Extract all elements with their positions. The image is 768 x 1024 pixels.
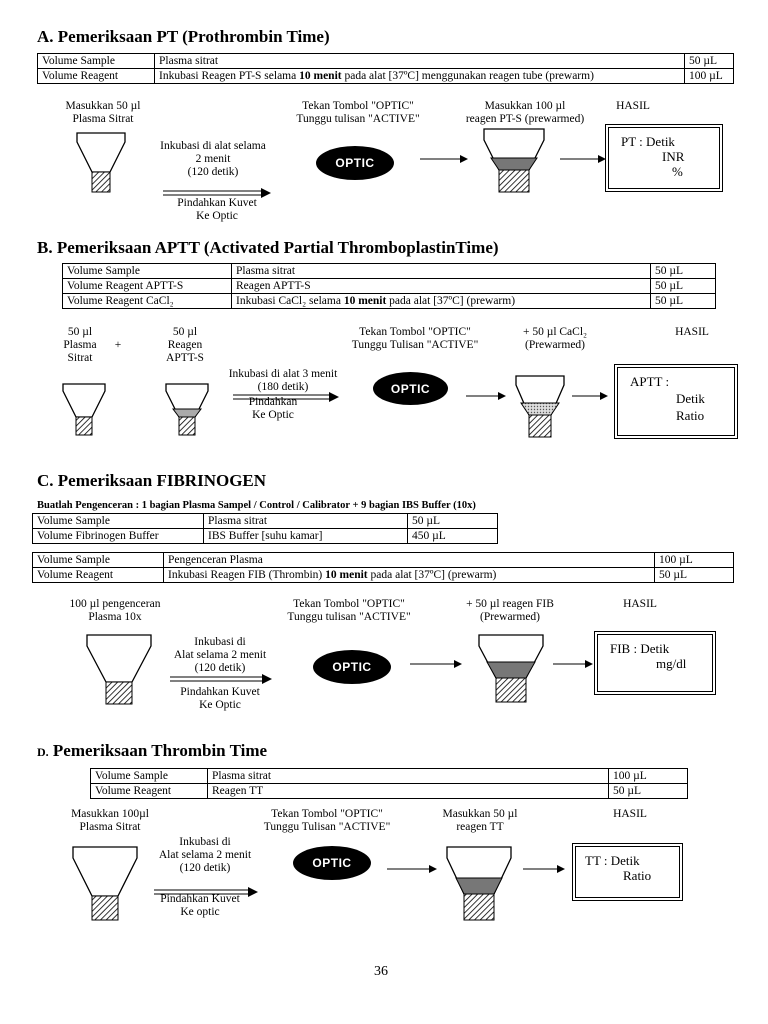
step1-label: Masukkan 100µl Plasma Sitrat [71,808,149,833]
table-row: Volume Sample Plasma sitrat 100 µL [91,769,688,784]
plus-sign: + [114,339,122,351]
section-c-title: C. Pemeriksaan FIBRINOGEN [37,471,267,490]
section-d-table [90,768,688,799]
arrow-icon [420,154,470,164]
optic-button[interactable]: OPTIC [293,846,371,880]
step1-label: 50 µl Plasma Sitrat [63,326,97,364]
move-label: Pindahkan Kuvet Ke Optic [177,197,257,222]
press-label: Tekan Tombol "OPTIC" Tunggu Tulisan "ACTIVE" [351,326,479,351]
move-label: Pindahkan Kuvet Ke optic [160,893,240,918]
result-box: APTT : Detik Ratio [617,367,735,436]
arrow-icon [410,659,464,669]
arrow-icon [560,154,610,164]
cuvette-reagent-icon [483,128,545,194]
step1-label: 100 µl pengenceran Plasma 10x [69,598,161,623]
result-box: TT : Detik Ratio [575,846,680,898]
table-row: Volume Reagent Inkubasi Reagen PT-S selama 10 menit pada alat [37ºC] menggunakan reagen tube (prewarm) 100 µL [38,69,734,84]
result-box: PT : Detik INR % [608,127,720,189]
table-row: Volume Fibrinogen Buffer IBS Buffer [suhu kamar] 450 µL [33,529,498,544]
move-label: Pindahkan Kuvet Ke Optic [180,686,260,711]
section-c-table-2 [32,552,734,583]
table-row: Volume Sample Plasma sitrat 50 µL [38,54,734,69]
incubate-label: Inkubasi di alat selama 2 menit (120 detik) [160,140,266,178]
table-row: Volume Reagent Inkubasi Reagen FIB (Thrombin) 10 menit pada alat [37ºC] (prewarm) 50 µL [33,568,734,583]
table-row: Volume Sample Plasma sitrat 50 µL [63,264,716,279]
cuvette-reagent-icon [446,846,512,922]
table-row: Volume Reagent APTT-S Reagen APTT-S 50 µL [63,279,716,294]
arrow-icon [523,864,567,874]
table-row: Volume Sample Plasma sitrat 50 µL [33,514,498,529]
hasil-label: HASIL [623,598,657,610]
optic-button[interactable]: OPTIC [373,372,448,405]
section-c-table-1 [32,513,498,544]
cuvette-icon [86,634,152,706]
press-label: Tekan Tombol "OPTIC" Tunggu tulisan "ACTIVE" [296,100,420,125]
arrow-icon [387,864,439,874]
cuvette-icon [62,383,106,437]
page-number: 36 [374,964,388,979]
hasil-label: HASIL [616,100,650,112]
table-row: Volume Reagent CaCl₂ Inkubasi CaCl₂ selama 10 menit pada alat [37ºC] (prewarm) 50 µL [63,294,716,309]
arrow-icon [466,391,508,401]
section-b-title: B. Pemeriksaan APTT (Activated Partial ThromboplastinTime) [37,238,499,257]
step2-label: Masukkan 50 µl reagen TT [442,808,518,833]
incubate-label: Inkubasi di Alat selama 2 menit (120 detik) [158,836,252,874]
step1b-label: 50 µl Reagen APTT-S [166,326,204,364]
section-b-table [62,263,716,309]
cuvette-reagent-icon [478,634,544,704]
cuvette-icon [76,132,126,194]
incubate-label: Inkubasi di Alat selama 2 menit (120 detik) [173,636,267,674]
arrow-icon [553,659,595,669]
cuvette-icon [72,846,138,922]
arrow-icon [572,391,612,401]
cuvette-icon [165,383,209,437]
incubate-label: Inkubasi di alat 3 menit (180 detik) [228,368,338,393]
hasil-label: HASIL [675,326,709,338]
step2-label: + 50 µl reagen FIB (Prewarmed) [466,598,554,623]
optic-button[interactable]: OPTIC [313,650,391,684]
step2-label: + 50 µl CaCl₂ (Prewarmed) [522,326,588,351]
move-label: Pindahkan Ke Optic [248,396,298,421]
press-label: Tekan Tombol "OPTIC" Tunggu Tulisan "ACTIVE" [263,808,391,833]
section-a-table [37,53,734,84]
press-label: Tekan Tombol "OPTIC" Tunggu tulisan "ACTIVE" [287,598,411,623]
table-row: Volume Sample Pengenceran Plasma 100 µL [33,553,734,568]
hasil-label: HASIL [613,808,647,820]
section-d-title: D. Pemeriksaan Thrombin Time [37,741,268,760]
dilution-note: Buatlah Pengenceran : 1 bagian Plasma Sampel / Control / Calibrator + 9 bagian IBS Buffer (10x) [37,500,476,511]
step1-label: Masukkan 50 µl Plasma Sitrat [65,100,141,125]
section-a-title: A. Pemeriksaan PT (Prothrombin Time) [37,27,330,46]
step2-label: Masukkan 100 µl reagen PT-S (prewarmed) [465,100,585,125]
double-arrow-icon [170,674,276,684]
optic-button[interactable]: OPTIC [316,146,394,180]
cuvette-reagent-icon [515,375,565,439]
table-row: Volume Reagent Reagen TT 50 µL [91,784,688,799]
result-box: FIB : Detik mg/dl [597,634,713,692]
